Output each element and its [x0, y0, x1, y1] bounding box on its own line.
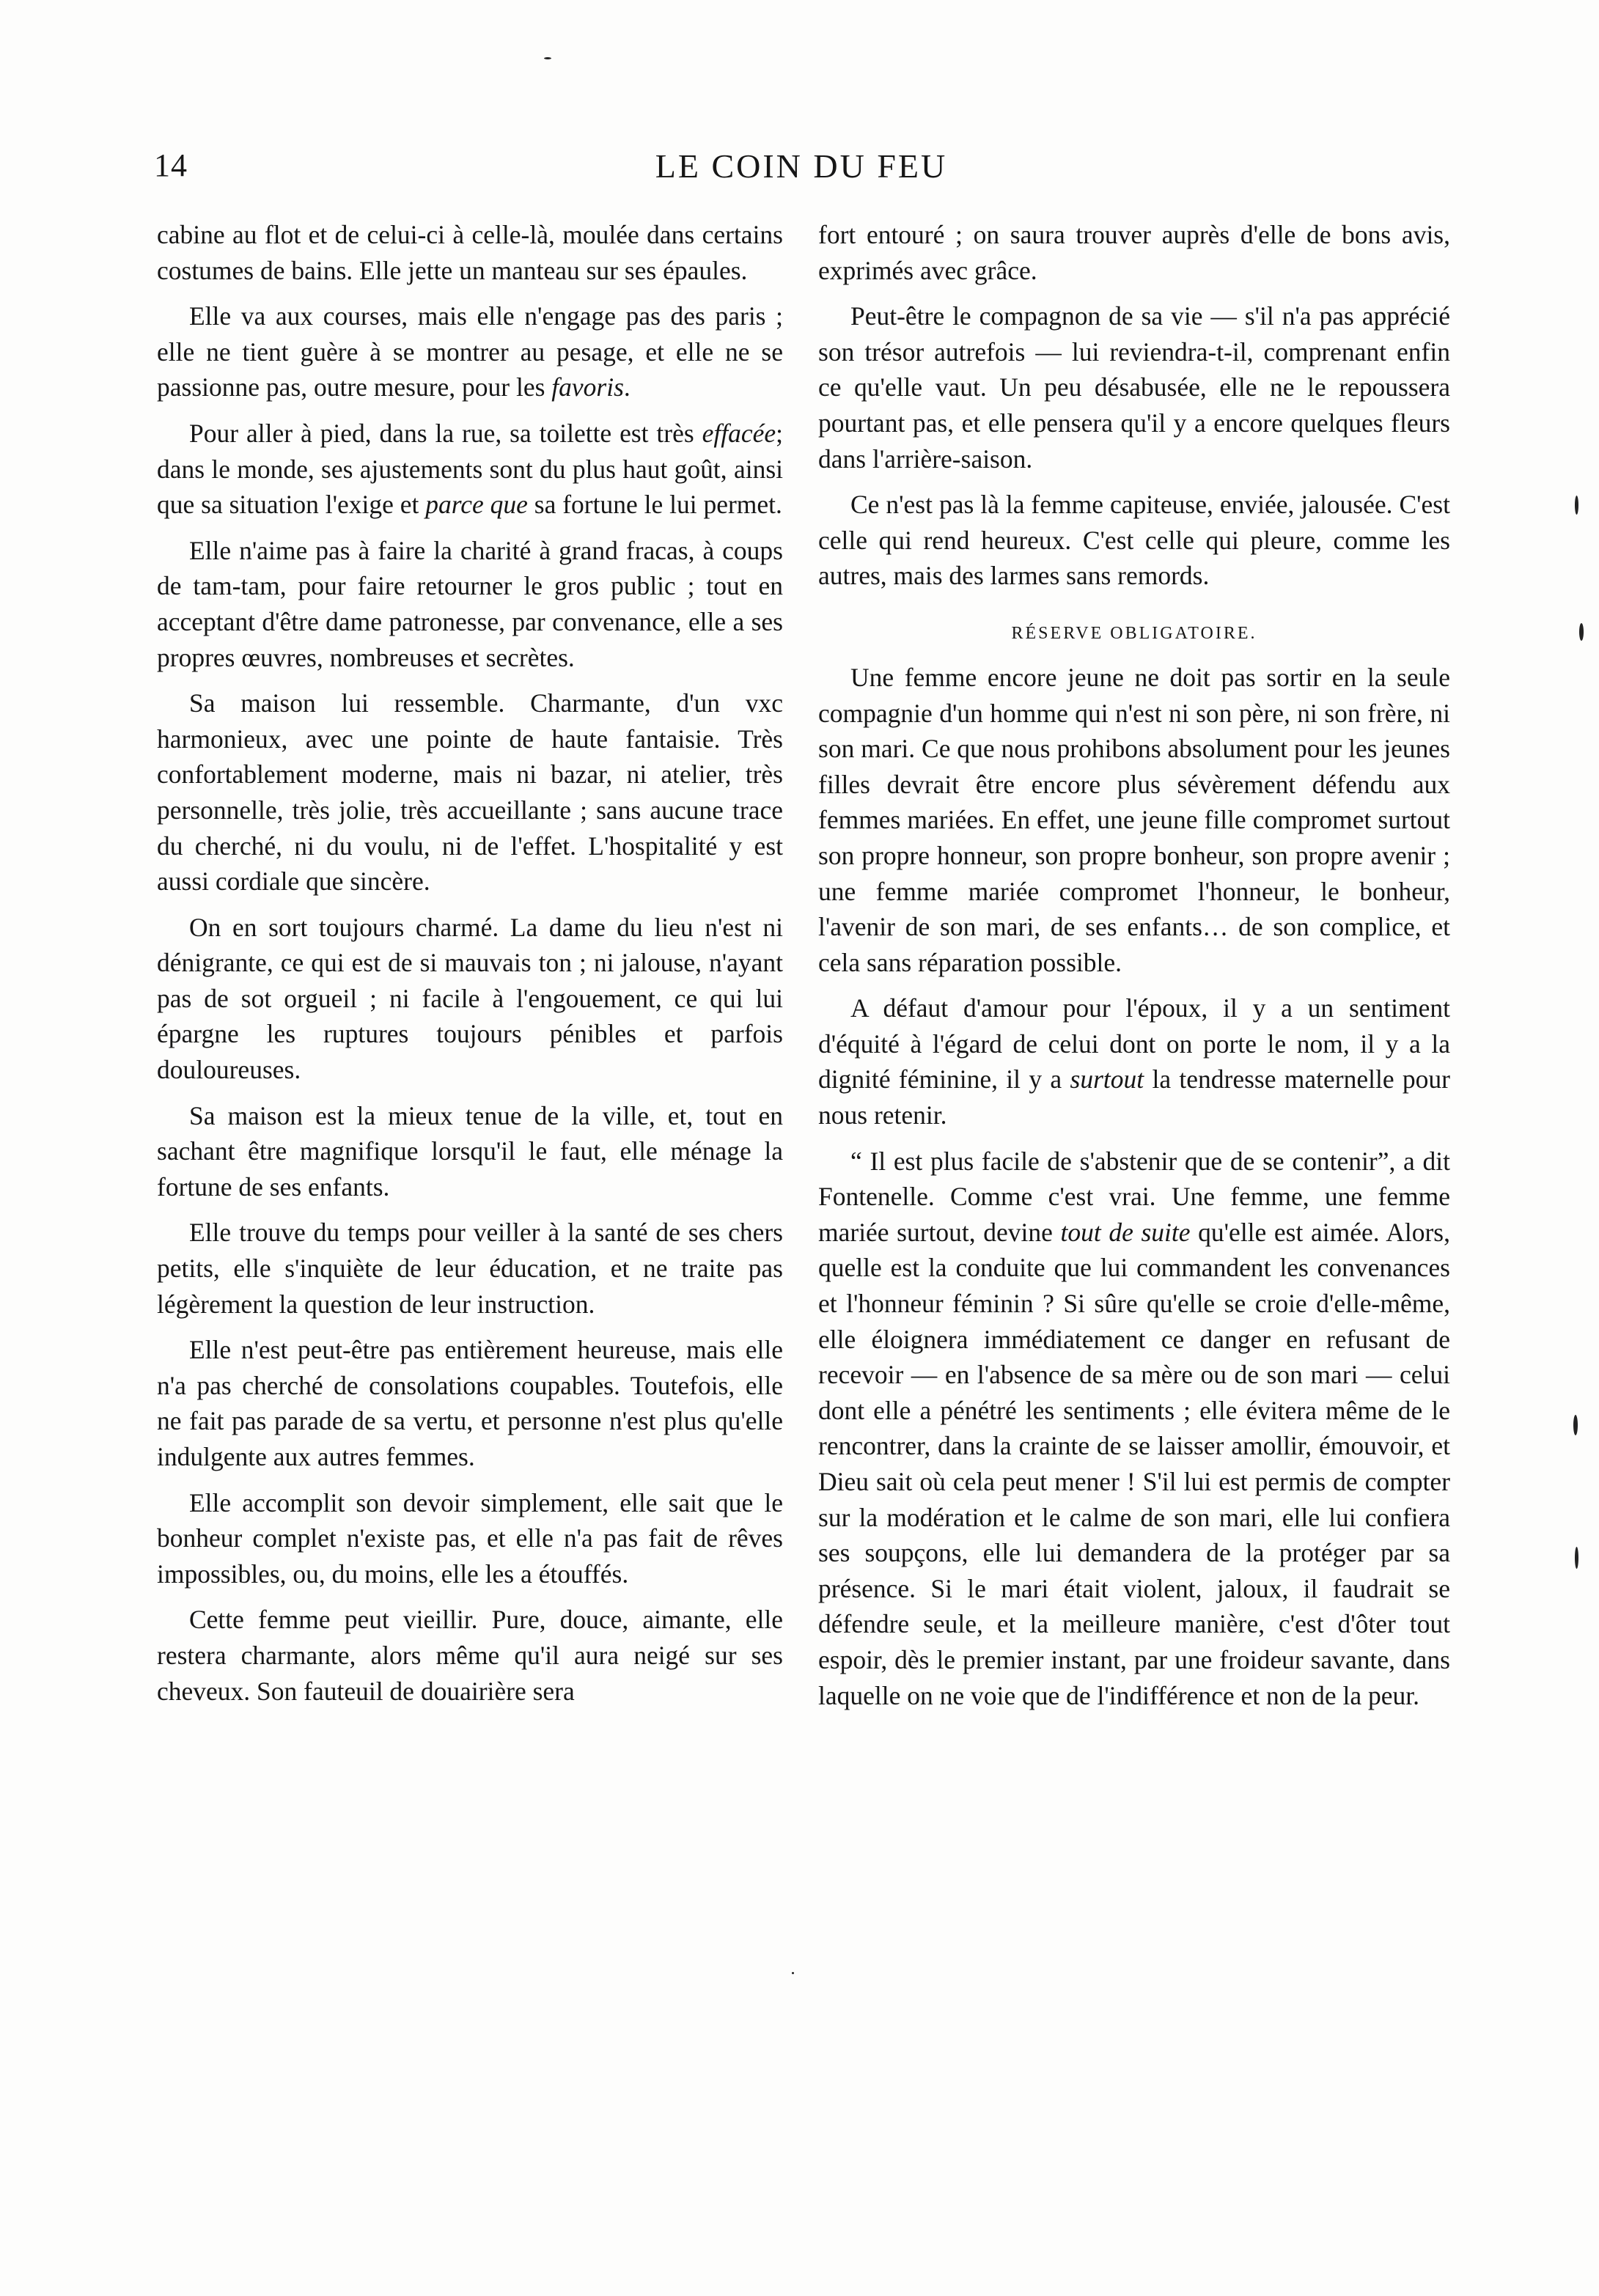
italic-text: surtout [1070, 1064, 1144, 1094]
paragraph-text: sa fortune le lui permet. [527, 490, 782, 520]
left-column [157, 217, 783, 1719]
paragraph [818, 1144, 1450, 1714]
paragraph: Ce n'est pas là la femme capiteuse, enviée, jalousée. C'est celle qui rend heureux. C'est celle qui pleure, comme les autres, mais des larmes sans remords. [818, 490, 1450, 591]
print-speck [1575, 1547, 1578, 1569]
paragraph [157, 416, 783, 523]
section-heading: RÉSERVE OBLIGATOIRE. [1011, 623, 1257, 643]
paragraph [818, 990, 1450, 1133]
paragraph [157, 298, 783, 405]
paragraph-text: Elle va aux courses, mais elle n'engage pas des paris ; elle ne tient guère à se montrer au pesage, et elle ne se passionne pas, outre mesure, pour les [157, 301, 783, 402]
italic-text: tout de suite [1060, 1217, 1191, 1247]
running-title: LE COIN DU FEU [655, 147, 948, 185]
paragraph: Elle accomplit son devoir simplement, elle sait que le bonheur complet n'existe pas, et elle n'a pas fait de rêves impossibles, ou, du moins, elle les a étouffés. [157, 1487, 783, 1589]
paragraph: fort entouré ; on saura trouver auprès d'elle de bons avis, exprimés avec grâce. [818, 220, 1450, 285]
paragraph-text: la tendresse maternelle pour nous retenir. [818, 1064, 1451, 1130]
right-column [818, 217, 1450, 1723]
print-speck [1573, 1415, 1578, 1435]
paragraph-text: . [623, 372, 631, 402]
paragraph-text: “ Il est plus facile de s'abstenir que de se contenir”, a dit Fontenelle. Comme c'est vrai. Une femme, une femme mariée surtout, devine [818, 1146, 1450, 1247]
paragraph: On en sort toujours charmé. La dame du lieu n'est ni dénigrante, ce qui est de si mauvais ton ; ni jalouse, n'ayant pas de sot orgueil ; ni facile à l'engouement, ce qui lui épargne les ruptures toujours pénibles et parfois douloureuses. [157, 912, 783, 1085]
italic-text: parce que [425, 490, 528, 520]
paragraph: Sa maison lui ressemble. Charmante, d'un vxc harmonieux, avec une pointe de haute fantaisie. Très confortablement moderne, mais ni bazar, ni atelier, très personnelle, très jolie, très accueillante ; sans aucune trace du cherché, ni du voulu, ni de l'effet. L'hospitalité y est aussi cordiale que sincère. [157, 688, 783, 897]
page-header [154, 147, 1449, 198]
paragraph: Peut-être le compagnon de sa vie — s'il n'a pas apprécié son trésor autrefois — lui reviendra-t-il, comprenant enfin ce qu'elle vaut. Un peu désabusée, elle ne le repoussera pourtant pas, et elle pensera qu'il y a encore quelques fleurs dans l'arrière-saison. [818, 301, 1450, 474]
paragraph-text: A défaut d'amour pour l'époux, il y a un sentiment d'équité à l'égard de celui dont on porte le nom, il y a la dignité féminine, il y a [818, 993, 1450, 1094]
page-number: 14 [154, 147, 188, 183]
paragraph: Elle n'aime pas à faire la charité à grand fracas, à coups de tam-tam, pour faire retourner le gros public ; tout en acceptant d'être dame patronesse, par convenance, elle a ses propres œuvres, nombreuses et secrètes. [157, 535, 783, 672]
paragraph: Une femme encore jeune ne doit pas sortir en la seule compagnie d'un homme qui n'est ni son père, ni son frère, ni son mari. Ce que nous prohibons absolument pour les jeunes filles devrait être encore plus sévèrement défendu aux femmes mariées. En effet, une jeune fille compromet surtout son propre honneur, son propre bonheur, son propre avenir ; une femme mariée compromet l'honneur, le bonheur, l'avenir de son mari, de ses enfants… de son complice, et cela sans réparation possible. [818, 662, 1450, 977]
paragraph-text: qu'elle est aimée. Alors, quelle est la conduite que lui commandent les convenances et l'honneur féminin ? Si sûre qu'elle se croie d'elle-même, elle éloignera immédiatement ce danger en refusant de recevoir — en l'absence de sa mère ou de son mari — celui dont elle a pénétré les sentiments ; elle évitera même de le rencontrer, dans la crainte de se laisser amollir, émouvoir, et Dieu sait où cela peut mener ! S'il lui est permis de compter sur la modération et le calme de son mari, elle lui confiera ses soupçons, elle lui demandera de la protéger par sa présence. Si le mari était violent, jaloux, il faudrait se défendre seule, et la meilleure manière, c'est d'ôter tout espoir, dès le premier instant, par une froideur savante, dans laquelle on ne voie que de l'indifférence et non de la peur. [818, 1217, 1450, 1710]
paragraph-text: Pour aller à pied, dans la rue, sa toilette est très [189, 418, 702, 448]
italic-text: effacée [702, 418, 776, 448]
paragraph-text: ; dans le monde, ses ajustements sont du plus haut goût, ainsi que sa situation l'exige et [157, 418, 783, 520]
paragraph: Cette femme peut vieillir. Pure, douce, aimante, elle restera charmante, alors même qu'il aura neigé sur ses cheveux. Son fauteuil de douairière sera [157, 1605, 783, 1706]
paragraph: Elle n'est peut-être pas entièrement heureuse, mais elle n'a pas cherché de consolations coupables. Toutefois, elle ne fait pas parade de sa vertu, et personne n'est plus qu'elle indulgente aux autres femmes. [157, 1335, 783, 1471]
print-speck [544, 57, 551, 59]
paragraph: cabine au flot et de celui-ci à celle-là, moulée dans certains costumes de bains. Elle jette un manteau sur ses épaules. [157, 220, 783, 285]
italic-text: favoris [551, 372, 624, 402]
paragraph: Elle trouve du temps pour veiller à la santé de ses chers petits, elle s'inquiète de leur éducation, et ne traite pas légèrement la question de leur instruction. [157, 1218, 783, 1319]
paragraph: Sa maison est la mieux tenue de la ville, et, tout en sachant être magnifique lorsqu'il le faut, elle ménage la fortune de ses enfants. [157, 1100, 783, 1202]
print-speck [1575, 496, 1578, 515]
print-speck [792, 1972, 794, 1974]
print-speck [1579, 623, 1584, 641]
